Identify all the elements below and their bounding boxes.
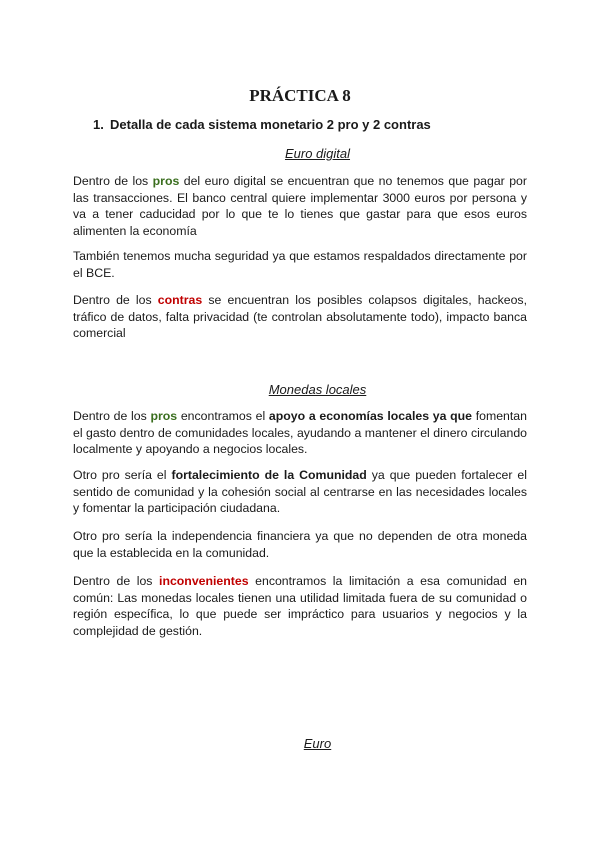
question-heading <box>93 117 431 132</box>
text-run: Otro pro sería el <box>73 468 172 482</box>
text-run: fomentan el gasto dentro de comunidades locales, ayudando a mantener el dinero circulando localmente y apoyando a negocios locales. <box>73 409 527 456</box>
paragraph <box>73 467 527 517</box>
text-run: se encuentran los posibles colapsos digitales, hackeos, tráfico de datos, falta privacidad (te controlan absolutamente todo), impacto banca comercial <box>73 293 527 340</box>
contras-highlight: contras <box>157 293 203 307</box>
section-heading-euro: Euro <box>303 736 332 751</box>
page-title: PRÁCTICA 8 <box>249 86 351 105</box>
pros-highlight: pros <box>152 174 180 188</box>
paragraph <box>73 408 527 458</box>
text-run: Dentro de los <box>73 174 153 188</box>
paragraph: Otro pro sería la independencia financiera ya que no dependen de otra moneda que la establecida en la comunidad. <box>73 529 527 560</box>
section-heading-monedas-locales: Monedas locales <box>268 382 367 397</box>
contras-highlight: inconvenientes <box>159 574 249 588</box>
paragraph: También tenemos mucha seguridad ya que estamos respaldados directamente por el BCE. <box>73 249 527 280</box>
text-run: encontramos el <box>177 409 269 423</box>
question-text: Detalla de cada sistema monetario 2 pro y 2 contras <box>110 117 431 132</box>
question-number: 1. <box>93 117 104 132</box>
text-run: Dentro de los <box>73 574 160 588</box>
paragraph <box>73 292 527 342</box>
section-heading-euro-digital: Euro digital <box>284 146 351 161</box>
paragraph <box>73 173 527 239</box>
pros-highlight: pros <box>150 409 178 423</box>
bold-phrase: apoyo a economías locales ya que <box>268 409 472 423</box>
text-run: Dentro de los <box>73 409 151 423</box>
text-run: encontramos la limitación a esa comunidad en común: Las monedas locales tienen una utilidad limitada fuera de su comunidad o región específica, lo que puede ser impráctico para usuarios y negocios y la complejidad de gestión. <box>73 574 527 638</box>
text-run: del euro digital se encuentran que no tenemos que pagar por las transacciones. El banco central quiere implementar 3000 euros por persona y va a tener caducidad por lo que te lo tienes que gastar para que esos euros alimenten la economía <box>73 174 527 238</box>
paragraph <box>73 573 527 639</box>
bold-phrase: fortalecimiento de la Comunidad <box>171 468 367 482</box>
text-run: ya que pueden fortalecer el sentido de comunidad y la cohesión social al centrarse en las necesidades locales y fomentar la participación ciudadana. <box>73 468 527 515</box>
text-run: Dentro de los <box>73 293 158 307</box>
